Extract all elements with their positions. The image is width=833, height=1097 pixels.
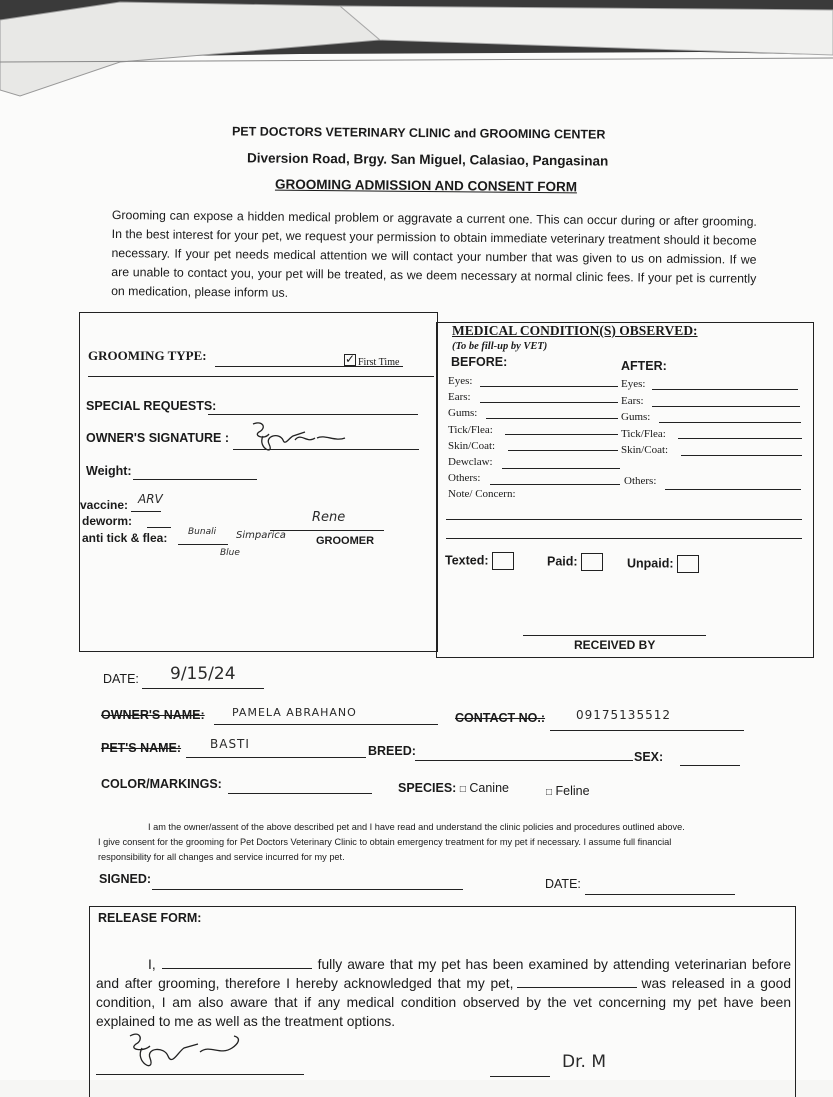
species-row (398, 781, 509, 795)
vaccine-line[interactable] (131, 511, 161, 512)
after-tick: Tick/Flea: (621, 427, 666, 440)
owner-name-line[interactable] (214, 724, 438, 725)
consent-date-label: DATE: (545, 877, 581, 891)
medical-title: MEDICAL CONDITION(S) OBSERVED: (452, 323, 698, 338)
release-text-2: was released in a good condition, I am also aware that if any medical condition observed by the vet concerning my pet have been explained to me as well as the treatment options. (96, 976, 791, 1029)
after-ears: Ears: (621, 394, 644, 407)
signed-line[interactable] (152, 889, 463, 890)
first-time-option[interactable] (344, 354, 399, 368)
paid-option[interactable] (547, 553, 603, 571)
consent-line-3: responsibility for all changes and service incurred for my pet. (98, 852, 345, 862)
after-tick-line[interactable] (678, 438, 802, 439)
torn-edge-graphic (0, 0, 833, 100)
date-line[interactable] (142, 688, 264, 689)
release-pet-blank[interactable] (517, 987, 637, 988)
note-concern: Note/ Concern: (448, 488, 516, 501)
weight-line[interactable] (133, 479, 257, 480)
grooming-type-label: GROOMING TYPE: (88, 348, 207, 363)
release-title: RELEASE FORM: (98, 911, 202, 925)
before-dewclaw-line[interactable] (502, 468, 620, 469)
anti-tick-line[interactable] (178, 544, 228, 545)
clinic-name: PET DOCTORS VETERINARY CLINIC and GROOMING CENTER (231, 124, 606, 142)
groomer-label: GROOMER (316, 535, 375, 547)
vaccine-value: ARV (138, 492, 163, 506)
after-gums-line[interactable] (659, 422, 801, 423)
vaccine-label: vaccine: (80, 498, 129, 512)
unpaid-option[interactable] (627, 555, 699, 573)
before-heading: BEFORE: (451, 355, 508, 369)
after-eyes: Eyes: (621, 378, 646, 390)
vet-signature-value: Dr. M (562, 1052, 606, 1072)
deworm-label: deworm: (82, 514, 133, 528)
texted-label: Texted: (445, 553, 489, 568)
owner-signature-graphic (245, 418, 355, 462)
first-time-check-mark: ✓ (345, 352, 356, 366)
color-label: COLOR/MARKINGS: (101, 777, 222, 791)
before-skin-line[interactable] (508, 450, 618, 451)
contact-line[interactable] (550, 730, 744, 731)
release-vet-sign-line[interactable] (490, 1076, 550, 1077)
before-ears-line[interactable] (480, 402, 618, 403)
weight-label: Weight: (86, 464, 132, 478)
unpaid-checkbox[interactable] (677, 555, 699, 573)
breed-line[interactable] (415, 760, 633, 761)
anti-tick-value-3: Blue (220, 548, 240, 558)
special-requests-line[interactable] (208, 414, 418, 415)
before-gums: Gums: (448, 407, 478, 420)
after-heading: AFTER: (621, 359, 667, 373)
feline-option[interactable] (546, 784, 590, 798)
sex-line[interactable] (680, 765, 740, 766)
consent-paragraph (98, 820, 748, 865)
date-value: 9/15/24 (170, 664, 236, 684)
received-by-line[interactable] (523, 635, 706, 636)
release-name-blank[interactable] (162, 968, 312, 969)
breed-label: BREED: (368, 744, 416, 758)
unpaid-label: Unpaid: (627, 556, 674, 571)
after-others-line[interactable] (665, 489, 801, 490)
feline-checkbox[interactable]: □ (546, 787, 553, 798)
feline-label: Feline (555, 784, 590, 798)
anti-tick-value-2: Simparica (236, 530, 286, 541)
first-time-label: First Time (358, 357, 400, 368)
medical-subtitle: (To be fill-up by VET) (452, 341, 548, 352)
consent-line-2: I give consent for the grooming for Pet Doctors Veterinary Clinic to obtain emergency treatment for my pet if necessary. I assume full financial (98, 837, 672, 847)
contact-value: 09175135512 (576, 708, 671, 722)
groomer-name: Rene (312, 510, 346, 525)
paid-checkbox[interactable] (581, 553, 603, 571)
date-label: DATE: (103, 672, 139, 686)
before-others: Others: (448, 472, 481, 485)
before-skin: Skin/Coat: (448, 439, 496, 452)
deworm-line[interactable] (147, 527, 171, 528)
paid-label: Paid: (547, 554, 578, 569)
owner-name-label: OWNER'S NAME: (101, 708, 205, 722)
after-gums: Gums: (621, 411, 651, 423)
owner-signature-label: OWNER'S SIGNATURE : (86, 431, 230, 445)
before-eyes-line[interactable] (480, 386, 618, 387)
anti-tick-value-1: Bunali (188, 527, 217, 537)
pet-name-line[interactable] (186, 757, 366, 758)
texted-checkbox[interactable] (492, 552, 514, 570)
note-line-2[interactable] (446, 538, 802, 539)
before-dewclaw: Dewclaw: (448, 456, 493, 469)
after-ears-line[interactable] (652, 406, 800, 407)
first-time-checkbox[interactable] (344, 354, 356, 366)
canine-label: Canine (469, 781, 509, 795)
release-owner-sign-line[interactable] (96, 1074, 304, 1075)
release-signature-graphic (120, 1026, 250, 1080)
special-requests-label: SPECIAL REQUESTS: (86, 399, 217, 413)
color-line[interactable] (228, 793, 372, 794)
after-eyes-line[interactable] (652, 389, 798, 390)
clinic-address: Diversion Road, Brgy. San Miguel, Calasiao, Pangasinan (246, 150, 609, 169)
groomer-line[interactable] (270, 530, 384, 531)
grooming-type-extra-line (88, 376, 434, 377)
canine-checkbox[interactable]: □ (459, 784, 466, 795)
pet-name-value: BASTI (210, 737, 250, 751)
before-ears: Ears: (448, 391, 471, 404)
species-label: SPECIES: (398, 781, 457, 795)
before-eyes: Eyes: (448, 375, 473, 387)
release-text (96, 955, 791, 1031)
form-title: GROOMING ADMISSION AND CONSENT FORM (274, 176, 578, 195)
sex-label: SEX: (634, 750, 664, 764)
intro-paragraph: Grooming can expose a hidden medical problem or aggravate a current one. This can occur during or after grooming. In the best interest for your pet, we request your permission to obtain immediate veterinary treatment should it become necessary. If your pet needs medical attention we will contact your number that was given to us on admission. If we are unable to contact you, your pet will be treated, as we deem necessary at normal clinic fees. If your pet is currently on medication, please inform us. (111, 207, 757, 300)
note-line-1[interactable] (446, 519, 802, 520)
before-others-line[interactable] (490, 484, 620, 485)
before-gums-line[interactable] (486, 418, 618, 419)
pet-name-label: PET'S NAME: (101, 741, 182, 755)
signed-label: SIGNED: (99, 872, 152, 886)
release-text-1: fully aware that my pet has been examined by attending veterinarian before and after grooming, therefore I hereby acknowledged that my pet, (96, 957, 791, 991)
consent-date-line[interactable] (585, 894, 735, 895)
owner-name-value: PAMELA ABRAHANO (232, 706, 357, 719)
after-others: Others: (624, 475, 657, 487)
after-skin: Skin/Coat: (621, 444, 669, 456)
before-tick: Tick/Flea: (448, 423, 493, 436)
consent-line-1: I am the owner/assent of the above described pet and I have read and understand the clinic policies and procedures outlined above. (148, 822, 685, 832)
after-skin-line[interactable] (681, 455, 802, 456)
release-i: I, (148, 957, 156, 972)
received-by-label: RECEIVED BY (574, 638, 656, 652)
contact-label: CONTACT NO.: (455, 711, 546, 725)
texted-option[interactable] (445, 552, 514, 570)
anti-tick-label: anti tick & flea: (82, 531, 168, 545)
before-tick-line[interactable] (505, 434, 618, 435)
